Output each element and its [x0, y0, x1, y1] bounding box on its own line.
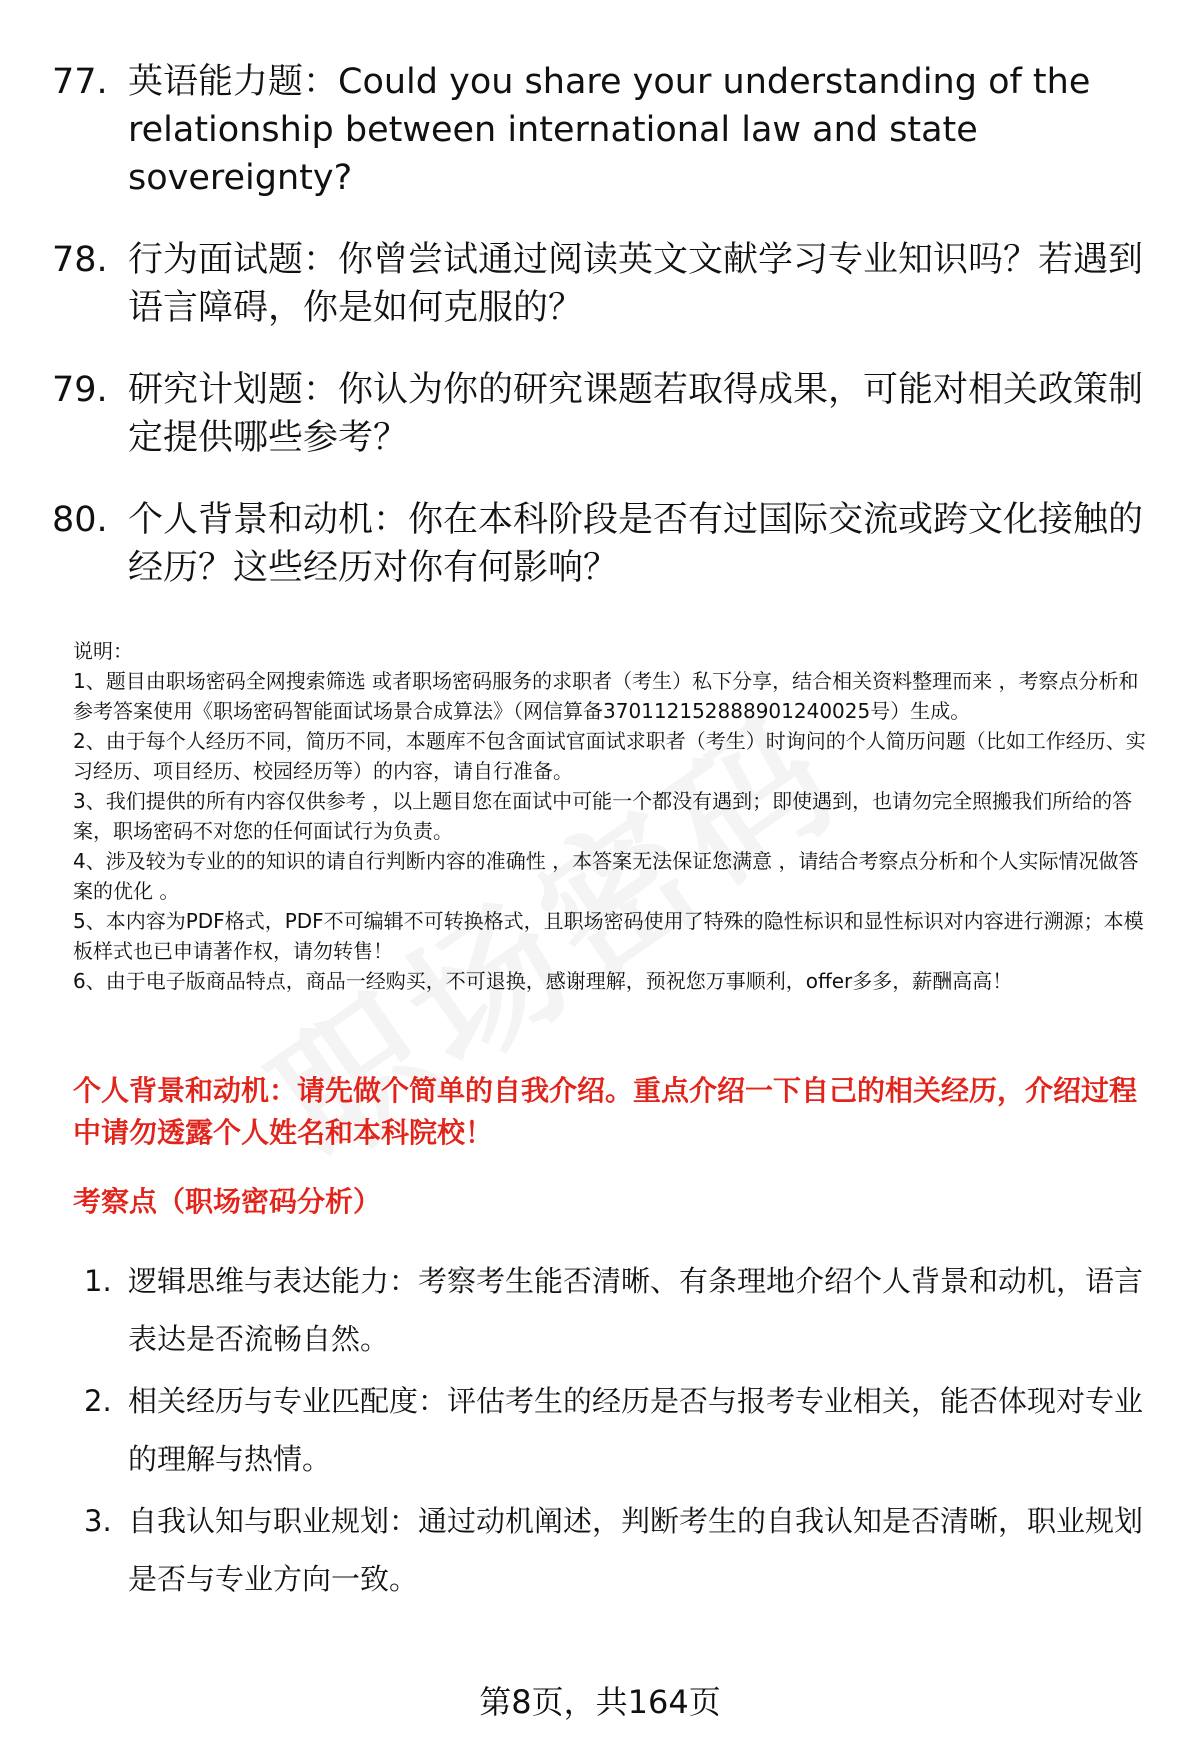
- analysis-text: 自我认知与职业规划：通过动机阐述，判断考生的自我认知是否清晰，职业规划是否与专业方向一致。: [128, 1504, 1144, 1596]
- note-item: 4、涉及较为专业的的知识的请自行判断内容的准确性 ，本答案无法保证您满意 ，请结合考察点分析和个人实际情况做答案的优化 。: [73, 849, 1139, 903]
- analysis-item: [84, 1492, 1154, 1608]
- analysis-text: 相关经历与专业匹配度：评估考生的经历是否与报考专业相关，能否体现对专业的理解与热情。: [128, 1384, 1144, 1476]
- note-item: 6、由于电子版商品特点，商品一经购买，不可退换，感谢理解，预祝您万事顺利，offer多多，薪酬高高！: [73, 969, 1013, 993]
- featured-question: 个人背景和动机：请先做个简单的自我介绍。重点介绍一下自己的相关经历，介绍过程中请勿透露个人姓名和本科院校！: [73, 1074, 1138, 1149]
- note-item: 2、由于每个人经历不同，简历不同，本题库不包含面试官面试求职者（考生）时询问的个人简历问题（比如工作经历、实习经历、项目经历、校园经历等）的内容，请自行准备。: [73, 729, 1146, 783]
- notes-title: 说明：: [73, 639, 133, 663]
- question-number: 80.: [52, 500, 108, 540]
- question-item: [52, 236, 1152, 332]
- note-item: 5、本内容为PDF格式，PDF不可编辑不可转换格式，且职场密码使用了特殊的隐性标识和显性标识对内容进行溯源；本模板样式也已申请著作权，请勿转售！: [73, 909, 1144, 963]
- question-number: 77.: [52, 62, 108, 102]
- question-item: [52, 366, 1152, 462]
- analysis-number: 1.: [84, 1264, 112, 1298]
- analysis-heading: 考察点（职场密码分析）: [73, 1185, 382, 1218]
- note-item: 1、题目由职场密码全网搜索筛选 或者职场密码服务的求职者（考生）私下分享，结合相关资料整理而来 ，考察点分析和参考答案使用《职场密码智能面试场景合成算法》（网信算备370112152888901240025号）生成。: [73, 669, 1139, 723]
- analysis-number: 3.: [84, 1504, 112, 1538]
- question-list: [52, 58, 1152, 626]
- analysis-list: [84, 1252, 1154, 1612]
- analysis-item: [84, 1252, 1154, 1368]
- question-item: [52, 496, 1152, 592]
- question-number: 79.: [52, 370, 108, 410]
- question-text: 个人背景和动机：你在本科阶段是否有过国际交流或跨文化接触的经历？这些经历对你有何影响？: [128, 500, 1144, 588]
- notes-section: [73, 636, 1158, 996]
- analysis-number: 2.: [84, 1384, 112, 1418]
- question-text: 研究计划题：你认为你的研究课题若取得成果，可能对相关政策制定提供哪些参考？: [128, 370, 1144, 458]
- note-item: 3、我们提供的所有内容仅供参考 ，以上题目您在面试中可能一个都没有遇到；即使遇到，也请勿完全照搬我们所给的答案，职场密码不对您的任何面试行为负责。: [73, 789, 1133, 843]
- question-text: 英语能力题：Could you share your understanding of the relationship between international law and state sovereignty?: [128, 62, 1091, 198]
- question-item: [52, 58, 1152, 202]
- analysis-text: 逻辑思维与表达能力：考察考生能否清晰、有条理地介绍个人背景和动机，语言表达是否流畅自然。: [128, 1264, 1144, 1356]
- analysis-item: [84, 1372, 1154, 1488]
- question-text: 行为面试题：你曾尝试通过阅读英文文献学习专业知识吗？若遇到语言障碍，你是如何克服的？: [128, 240, 1144, 328]
- page-footer: 第8页，共164页: [479, 1683, 721, 1721]
- question-number: 78.: [52, 240, 108, 280]
